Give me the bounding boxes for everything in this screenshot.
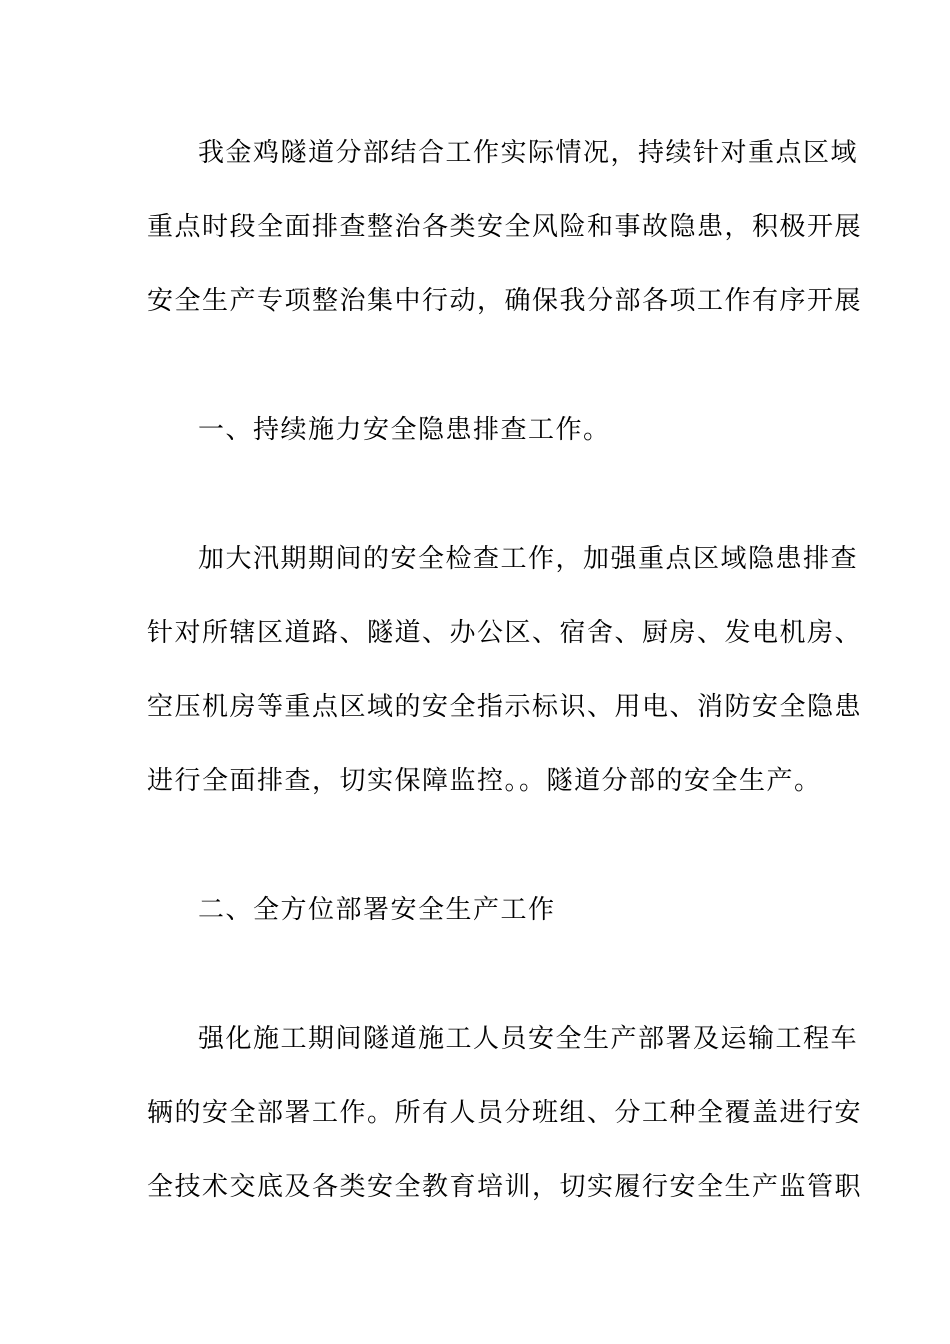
paragraph-3-line-1: 强化施工期间隧道施工人员安全生产部署及运输工程车 <box>198 1024 859 1054</box>
heading-1: 一、持续施力安全隐患排查工作。 <box>198 415 611 445</box>
heading-2: 二、全方位部署安全生产工作 <box>198 895 556 925</box>
paragraph-2-line-1: 加大汛期期间的安全检查工作，加强重点区域隐患排查 <box>198 544 859 574</box>
paragraph-1-line-1: 我金鸡隧道分部结合工作实际情况，持续针对重点区域 <box>198 138 859 168</box>
paragraph-1-line-2: 重点时段全面排查整治各类安全风险和事故隐患，积极开展 <box>147 212 863 242</box>
paragraph-3-line-2: 辆的安全部署工作。所有人员分班组、分工种全覆盖进行安 <box>147 1098 863 1128</box>
paragraph-1-line-3: 安全生产专项整治集中行动，确保我分部各项工作有序开展 <box>147 286 863 316</box>
paragraph-2-line-3: 空压机房等重点区域的安全指示标识、用电、消防安全隐患 <box>147 692 863 722</box>
paragraph-2-line-4: 进行全面排查，切实保障监控。。隧道分部的安全生产。 <box>147 766 822 796</box>
paragraph-3-line-3: 全技术交底及各类安全教育培训，切实履行安全生产监管职 <box>147 1172 863 1202</box>
paragraph-2-line-2: 针对所辖区道路、隧道、办公区、宿舍、厨房、发电机房、 <box>147 618 863 648</box>
